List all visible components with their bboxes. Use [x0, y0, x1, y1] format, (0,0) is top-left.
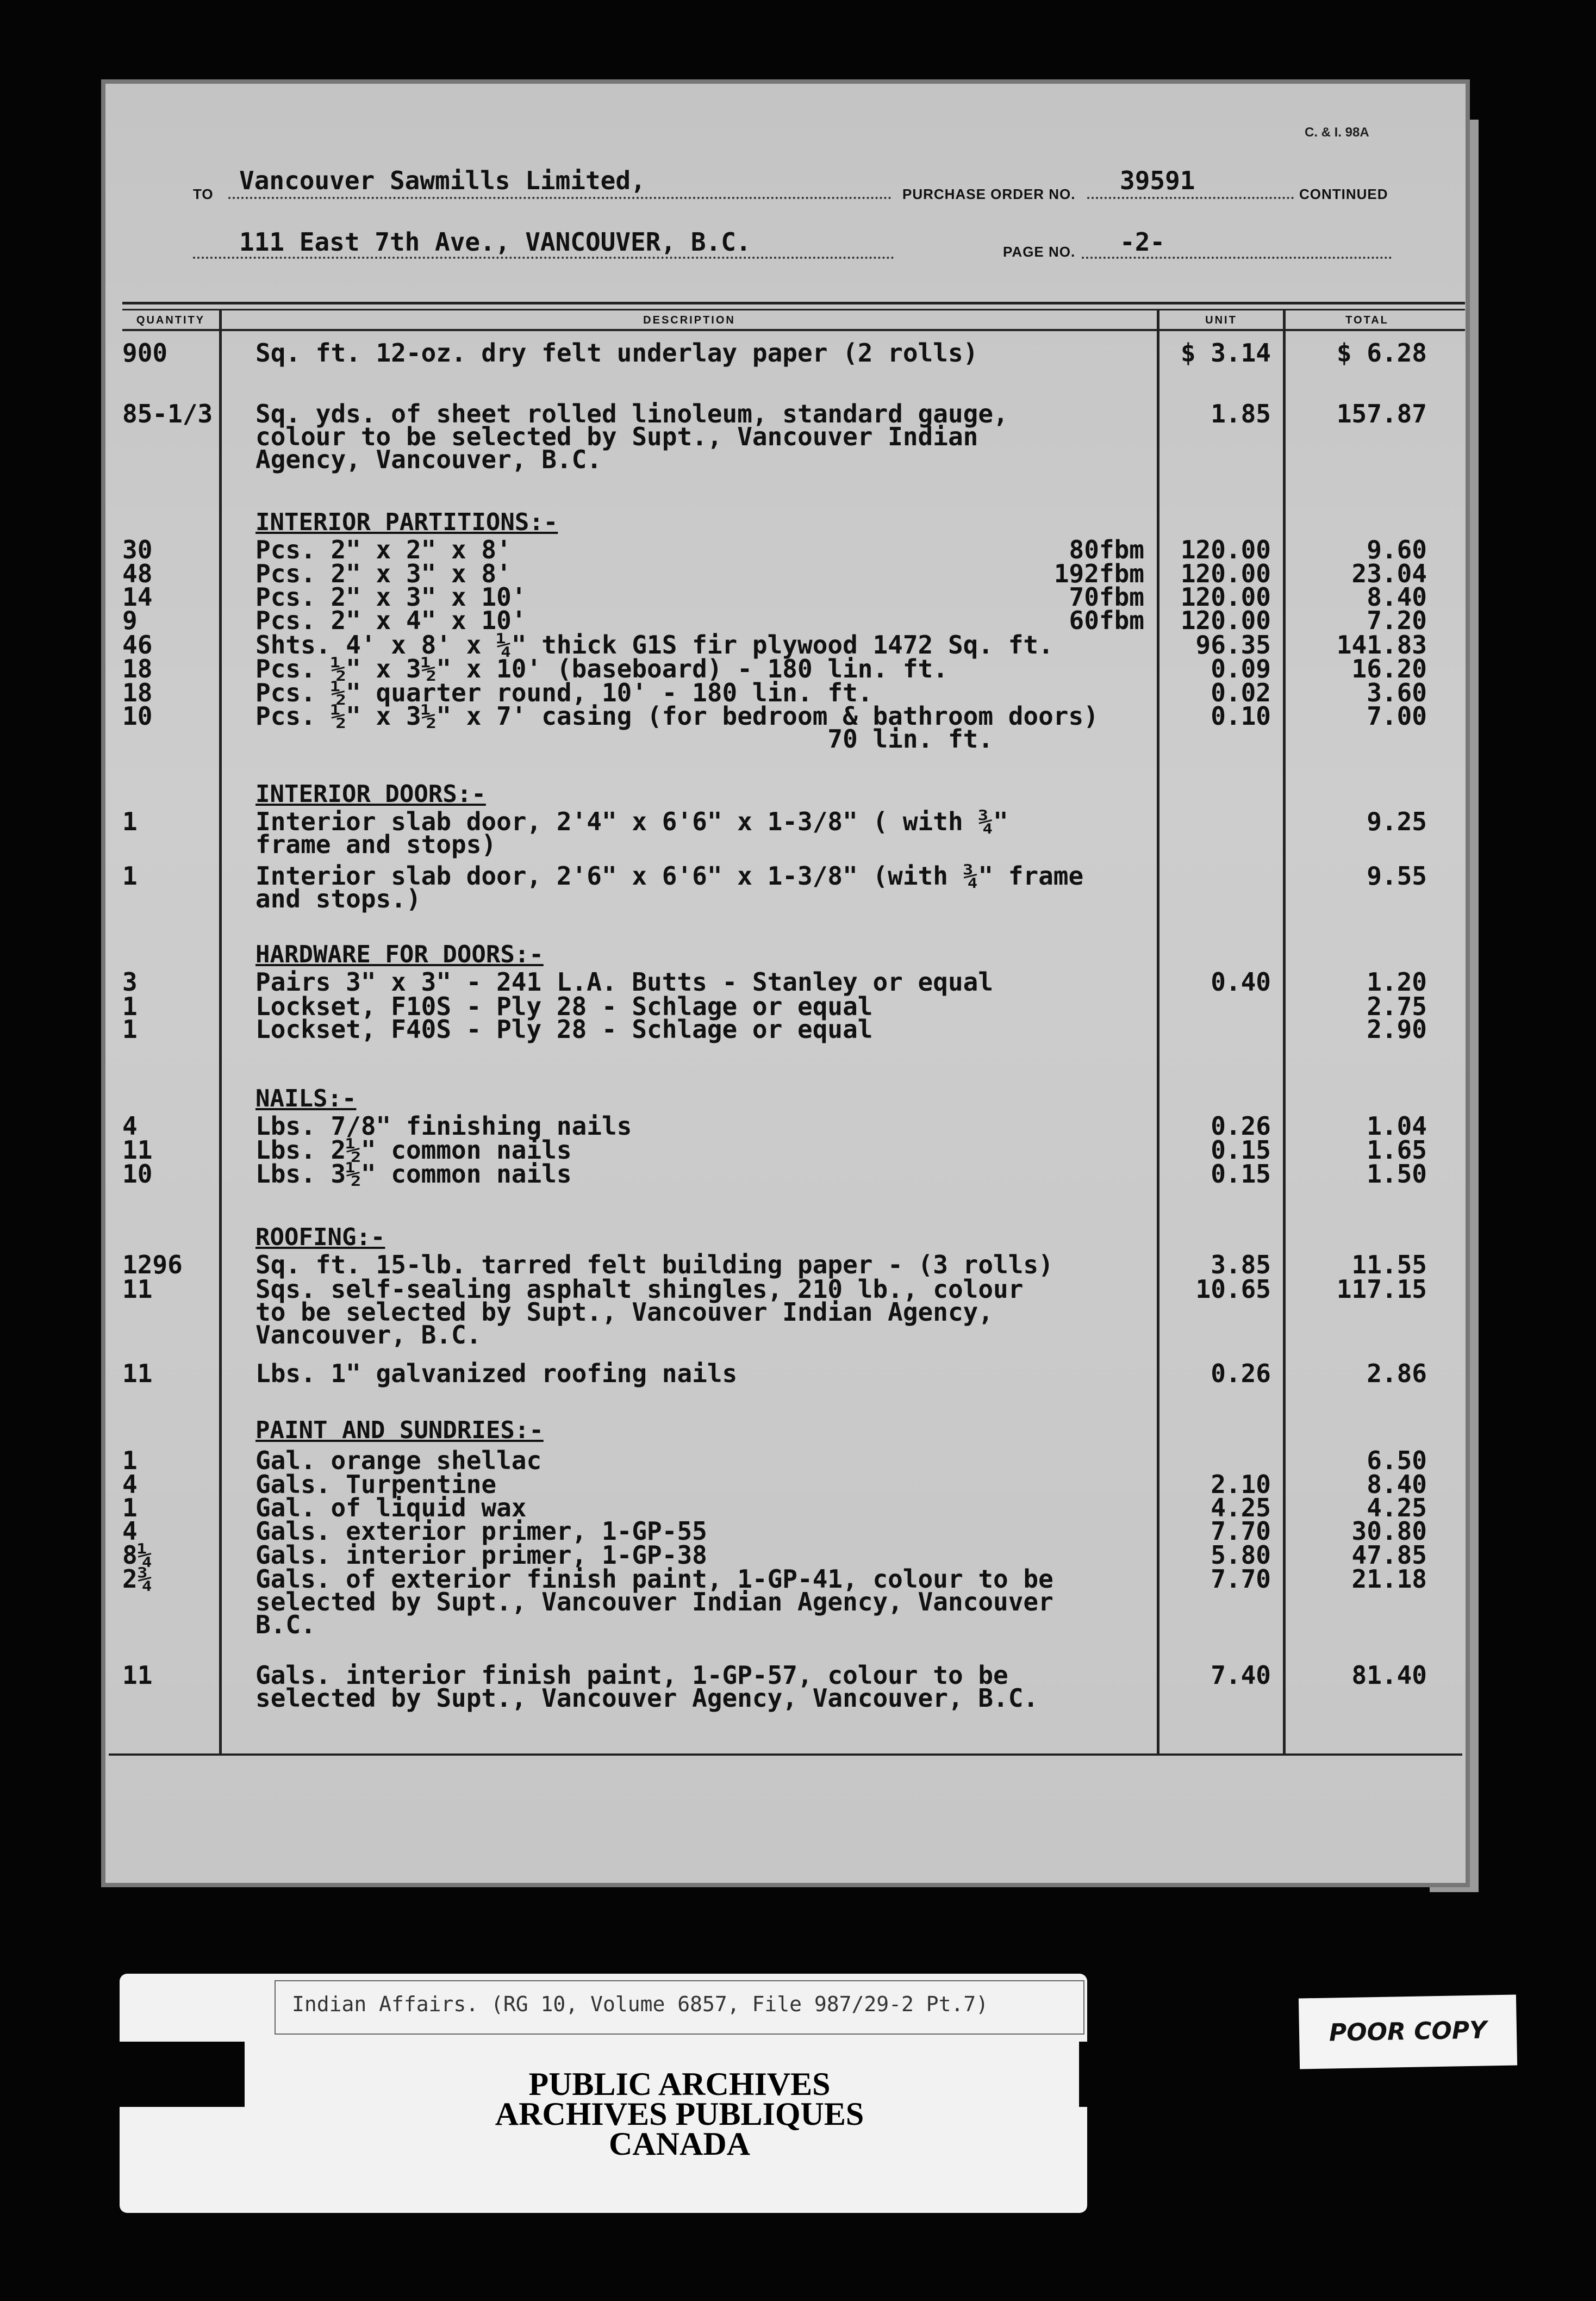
item-unit-price: 0.10	[1211, 701, 1271, 731]
item-unit-price: 7.70	[1211, 1564, 1271, 1594]
item-description: Gals. Turpentine	[255, 1470, 497, 1499]
item-unit-price: 1.85	[1211, 399, 1271, 428]
section-doors: INTERIOR DOORS:-	[255, 780, 486, 808]
item-total: 23.04	[1351, 559, 1427, 588]
item-total: 4.25	[1367, 1493, 1427, 1522]
item-unit-price: 120.00	[1180, 559, 1271, 588]
item-unit-price: 0.15	[1211, 1159, 1271, 1189]
item-quantity: 11	[122, 1661, 153, 1690]
page-number: -2-	[1120, 227, 1165, 257]
item-quantity: 4	[122, 1111, 138, 1141]
item-description: Shts. 4' x 8' x ¼" thick G1S fir plywood 1472 Sq. ft.	[255, 630, 1053, 660]
item-total: 30.80	[1351, 1516, 1427, 1546]
item-total: $ 6.28	[1336, 338, 1427, 368]
po-label: PURCHASE ORDER NO.	[902, 186, 1076, 202]
po-underline	[1087, 197, 1294, 199]
item-quantity: 1	[122, 807, 138, 836]
item-total: 117.15	[1336, 1274, 1427, 1304]
to-label: TO	[193, 186, 214, 202]
section-partitions: INTERIOR PARTITIONS:-	[255, 508, 558, 536]
item-description: Pcs. 2" x 3" x 10'	[255, 582, 527, 612]
item-quantity: 1	[122, 1493, 138, 1522]
item-quantity: 30	[122, 535, 153, 564]
col-description: DESCRIPTION	[643, 314, 735, 326]
item-total: 9.60	[1367, 535, 1427, 564]
item-unit-price: 120.00	[1180, 535, 1271, 564]
item-description: Gals. interior finish paint, 1-GP-57, colour to be selected by Supt., Vancouver Agency, Vancouver, B.C.	[255, 1661, 1039, 1713]
to-underline	[228, 197, 891, 199]
item-board-feet: 70fbm	[1069, 582, 1144, 612]
col-total: TOTAL	[1345, 314, 1389, 326]
item-total: 16.20	[1351, 654, 1427, 683]
archive-line-3: CANADA	[609, 2126, 750, 2162]
item-quantity: 1	[122, 861, 138, 891]
item-quantity: 2¾	[122, 1564, 153, 1594]
col-divider-unit	[1283, 309, 1286, 1755]
item-total: 1.50	[1367, 1159, 1427, 1189]
archive-line-1: PUBLIC ARCHIVES	[528, 2066, 831, 2102]
item-description: Lbs. 3½" common nails	[255, 1159, 572, 1189]
item-quantity: 3	[122, 967, 138, 997]
item-description: Lbs. 2½" common nails	[255, 1135, 572, 1165]
col-unit: UNIT	[1205, 314, 1237, 326]
item-unit-price: 0.26	[1211, 1359, 1271, 1388]
item-quantity: 14	[122, 582, 153, 612]
item-description: Pcs. 2" x 3" x 8'	[255, 559, 512, 588]
item-unit-price: 0.26	[1211, 1111, 1271, 1141]
item-description: Sq. yds. of sheet rolled linoleum, standard gauge, colour to be selected by Supt., Vancouver Indian Agency, Vancouver, B.C.	[255, 399, 1008, 474]
item-quantity: 11	[122, 1135, 153, 1165]
item-quantity: 18	[122, 678, 153, 707]
item-total: 81.40	[1351, 1661, 1427, 1690]
archive-line-2: ARCHIVES PUBLIQUES	[495, 2096, 864, 2132]
item-quantity: 1296	[122, 1250, 183, 1279]
section-roofing: ROOFING:-	[255, 1223, 385, 1251]
item-quantity: 9	[122, 606, 138, 635]
item-total: 9.55	[1367, 861, 1427, 891]
item-unit-price: 96.35	[1195, 630, 1271, 660]
item-total: 7.20	[1367, 606, 1427, 635]
item-quantity: 18	[122, 654, 153, 683]
item-description: Lockset, F10S - Ply 28 - Schlage or equal	[255, 992, 873, 1021]
item-total: 9.25	[1367, 807, 1427, 836]
item-description: Gals. exterior primer, 1-GP-55	[255, 1516, 707, 1546]
item-description: Lbs. 1" galvanized roofing nails	[255, 1359, 738, 1388]
item-description: Lockset, F40S - Ply 28 - Schlage or equal	[255, 1015, 873, 1044]
item-description: Pcs. 2" x 2" x 8'	[255, 535, 512, 564]
item-total: 8.40	[1367, 582, 1427, 612]
item-total: 11.55	[1351, 1250, 1427, 1279]
item-board-feet: 80fbm	[1069, 535, 1144, 564]
item-total: 7.00	[1367, 701, 1427, 731]
table-top-rule	[122, 302, 1465, 304]
label-notch-right	[1079, 2042, 1101, 2107]
section-hardware: HARDWARE FOR DOORS:-	[255, 941, 544, 968]
item-description: Pcs. ½" x 3½" x 10' (baseboard) - 180 lin. ft.	[255, 654, 948, 683]
item-unit-price: 5.80	[1211, 1540, 1271, 1570]
item-total: 1.65	[1367, 1135, 1427, 1165]
item-description: Gal. orange shellac	[255, 1446, 542, 1475]
item-board-feet: 60fbm	[1069, 606, 1144, 635]
item-total: 1.04	[1367, 1111, 1427, 1141]
item-unit-price: 120.00	[1180, 606, 1271, 635]
item-description: Sqs. self-sealing asphalt shingles, 210 lb., colour to be selected by Supt., Vancouver Indian Agency, Vancouver, B.C.	[255, 1274, 1024, 1349]
poor-copy-stamp: POOR COPY	[1299, 1995, 1517, 2069]
item-description: Sq. ft. 15-lb. tarred felt building paper - (3 rolls)	[255, 1250, 1053, 1279]
archive-reference: Indian Affairs. (RG 10, Volume 6857, File 987/29-2 Pt.7)	[275, 1980, 1084, 2035]
item-quantity: 1	[122, 1015, 138, 1044]
item-description: Gal. of liquid wax	[255, 1493, 527, 1522]
label-notch-left	[120, 2042, 245, 2107]
item-quantity: 4	[122, 1470, 138, 1499]
form-code: C. & I. 98A	[1305, 125, 1369, 140]
item-description: Lbs. 7/8" finishing nails	[255, 1111, 632, 1141]
item-total: 8.40	[1367, 1470, 1427, 1499]
page-label: PAGE NO.	[1003, 244, 1076, 260]
item-unit-price: 3.85	[1211, 1250, 1271, 1279]
item-description: Pcs. ½" quarter round, 10' - 180 lin. ft.	[255, 678, 873, 707]
item-total: 6.50	[1367, 1446, 1427, 1475]
item-description: Interior slab door, 2'6" x 6'6" x 1-3/8" (with ¾" frame and stops.)	[255, 861, 1084, 913]
table-bottom-rule	[109, 1753, 1462, 1756]
continued-label: CONTINUED	[1299, 186, 1388, 202]
item-quantity: 1	[122, 1446, 138, 1475]
item-unit-price: 120.00	[1180, 582, 1271, 612]
item-total: 47.85	[1351, 1540, 1427, 1570]
item-quantity: 11	[122, 1274, 153, 1304]
item-total: 1.20	[1367, 967, 1427, 997]
col-quantity: QUANTITY	[136, 314, 205, 326]
item-quantity: 4	[122, 1516, 138, 1546]
item-quantity: 85-1/3	[122, 399, 213, 428]
po-number: 39591	[1120, 166, 1195, 195]
item-total: 141.83	[1336, 630, 1427, 660]
item-description: Gals. of exterior finish paint, 1-GP-41, colour to be selected by Supt., Vancouver Indian Agency, Vancouver B.C.	[255, 1564, 1053, 1639]
item-description: Pairs 3" x 3" - 241 L.A. Butts - Stanley or equal	[255, 967, 994, 997]
item-unit-price: 0.09	[1211, 654, 1271, 683]
item-quantity: 10	[122, 701, 153, 731]
item-board-feet: 192fbm	[1053, 559, 1144, 588]
item-description: Sq. ft. 12-oz. dry felt underlay paper (2 rolls)	[255, 338, 978, 368]
item-quantity: 48	[122, 559, 153, 588]
item-unit-price: 0.15	[1211, 1135, 1271, 1165]
item-quantity: 1	[122, 992, 138, 1021]
item-quantity: 11	[122, 1359, 153, 1388]
item-unit-price: 4.25	[1211, 1493, 1271, 1522]
item-total: 2.90	[1367, 1015, 1427, 1044]
vendor-name: Vancouver Sawmills Limited,	[239, 166, 646, 195]
item-total: 21.18	[1351, 1564, 1427, 1594]
item-unit-price: 7.70	[1211, 1516, 1271, 1546]
item-total: 2.86	[1367, 1359, 1427, 1388]
item-total: 157.87	[1336, 399, 1427, 428]
item-unit-price: 10.65	[1195, 1274, 1271, 1304]
vendor-address: 111 East 7th Ave., VANCOUVER, B.C.	[239, 227, 751, 257]
item-description: Gals. interior primer, 1-GP-38	[255, 1540, 707, 1570]
page-underline	[1082, 257, 1392, 259]
item-description: Pcs. ½" x 3½" x 7' casing (for bedroom & bathroom doors) 70 lin. ft.	[255, 701, 1099, 754]
item-quantity: 8¼	[122, 1540, 153, 1570]
item-unit-price: 0.40	[1211, 967, 1271, 997]
header-rule	[122, 329, 1465, 331]
item-description: Interior slab door, 2'4" x 6'6" x 1-3/8" ( with ¾" frame and stops)	[255, 807, 1008, 859]
section-paint: PAINT AND SUNDRIES:-	[255, 1416, 544, 1444]
item-total: 3.60	[1367, 678, 1427, 707]
item-quantity: 900	[122, 338, 168, 368]
item-quantity: 46	[122, 630, 153, 660]
item-unit-price: 0.02	[1211, 678, 1271, 707]
item-unit-price: $ 3.14	[1180, 338, 1271, 368]
section-nails: NAILS:-	[255, 1085, 357, 1112]
item-quantity: 10	[122, 1159, 153, 1189]
item-unit-price: 2.10	[1211, 1470, 1271, 1499]
item-total: 2.75	[1367, 992, 1427, 1021]
item-description: Pcs. 2" x 4" x 10'	[255, 606, 527, 635]
item-unit-price: 7.40	[1211, 1661, 1271, 1690]
table-top-rule-2	[122, 309, 1465, 310]
address-underline	[193, 257, 894, 259]
